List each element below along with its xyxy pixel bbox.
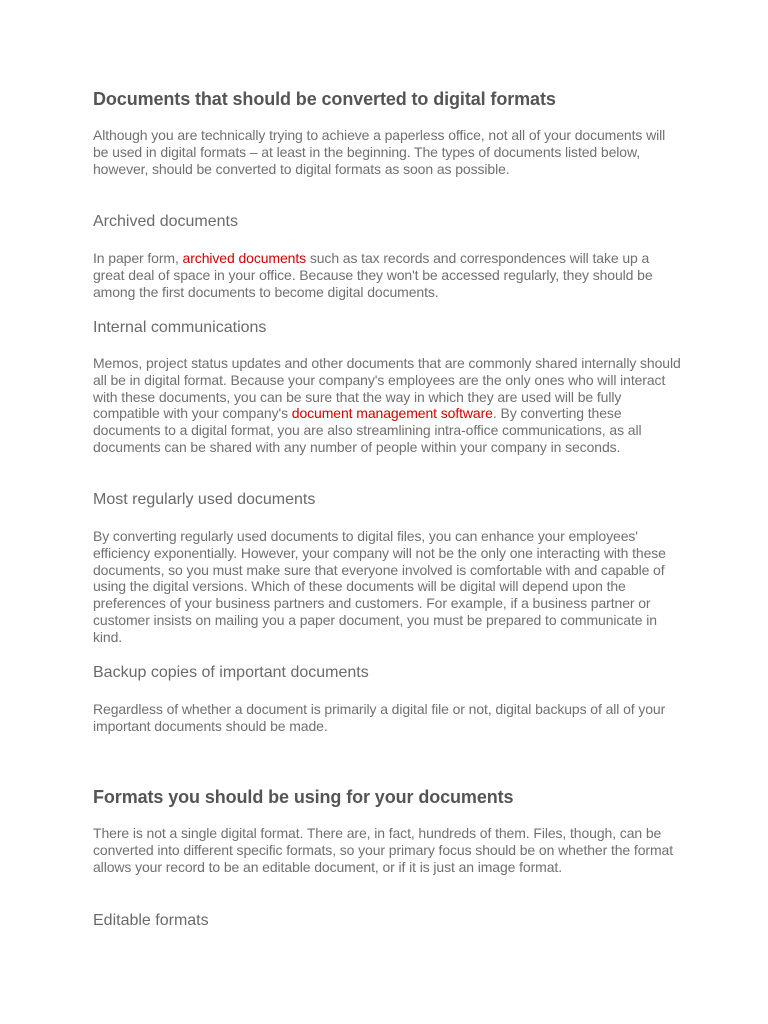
paragraph-regular: By converting regularly used documents to digital files, you can enhance your employees' efficiency exponentially. However, your company will not be the only one interacting with these documents, so you must make sure that everyone involved is comfortable with and capable of using the digital versions. Which of these documents will be digital will depend upon the preferences of your business partners and customers. For example, if a business partner or customer insists on mailing you a paper document, you must be prepared to communicate in kind.	[93, 528, 666, 645]
subheading-archived: Archived documents	[93, 213, 238, 230]
archived-documents-link[interactable]: archived documents	[182, 250, 307, 266]
paragraph-archived	[93, 250, 683, 300]
section-heading-formats: Formats you should be using for your documents	[93, 787, 514, 807]
intro-paragraph: Although you are technically trying to achieve a paperless office, not all of your documents will be used in digital formats – at least in the beginning. The types of documents listed below, however, should be converted to digital formats as soon as possible.	[93, 127, 666, 177]
paragraph-backup: Regardless of whether a document is primarily a digital file or not, digital backups of all of your important documents should be made.	[93, 701, 666, 734]
subheading-regular: Most regularly used documents	[93, 491, 316, 508]
subheading-internal: Internal communications	[93, 319, 267, 336]
text-fragment: such as tax records and correspondences will take up a great deal of space in your office. Because they won't be accessed regularly, they should be among the first documents to become digital documents.	[93, 250, 653, 300]
document-management-software-link[interactable]: document management software	[291, 405, 493, 422]
subheading-backup: Backup copies of important documents	[93, 664, 369, 681]
paragraph-formats-intro: There is not a single digital format. There are, in fact, hundreds of them. Files, though, can be converted into different specific formats, so your primary focus should be on whether the format allows your record to be an editable document, or if it is just an image format.	[93, 825, 673, 875]
text-fragment: Memos, project status updates and other documents that are commonly shared internally should all be in digital format. Because your company's employees are the only ones who will interact with these documents, you can be sure that the way in which they are used will be fully compatible with your company's	[93, 355, 681, 422]
section-heading-convert: Documents that should be converted to digital formats	[93, 89, 556, 109]
text-fragment: . By converting these documents to a digital format, you are also streamlining intra-office communications, as all documents can be shared with any number of people within your company in seconds.	[93, 405, 642, 455]
text-fragment: In paper form,	[93, 250, 183, 266]
subheading-editable: Editable formats	[93, 912, 209, 929]
paragraph-internal	[93, 355, 683, 456]
